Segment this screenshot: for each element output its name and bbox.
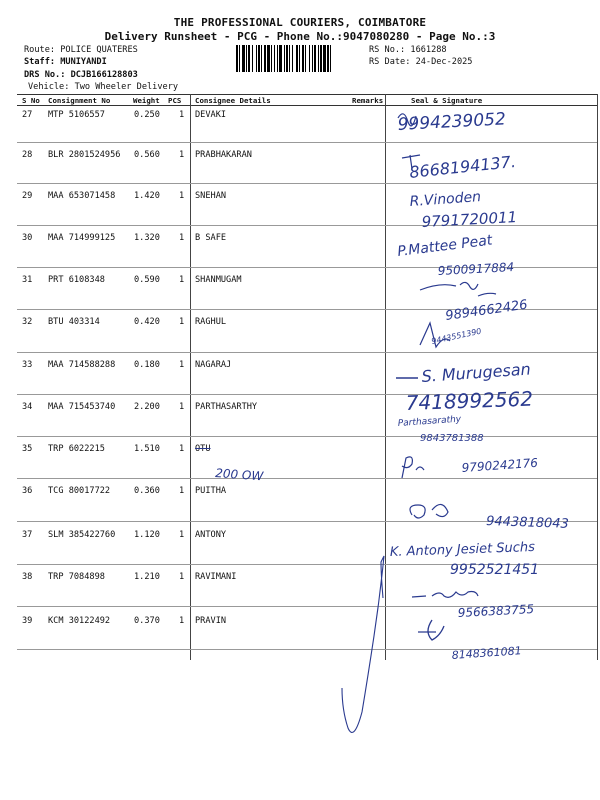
- barcode-bar: [296, 45, 298, 72]
- remarks-column-divider: [385, 94, 386, 660]
- cell-sno: 39: [22, 616, 33, 626]
- cell-consignee: DEVAKI: [195, 110, 227, 120]
- cell-consignee: PRABHAKARAN: [195, 150, 252, 160]
- remark-35: 200 OW: [214, 466, 264, 484]
- cell-consignee: RAVIMANI: [195, 572, 237, 582]
- staff-label: Staff: MUNIYANDI: [24, 57, 107, 67]
- row-divider: [17, 436, 597, 437]
- cell-sno: 33: [22, 360, 33, 370]
- barcode-bar: [239, 45, 240, 72]
- signature-32-phone-2: 9443551390: [430, 326, 483, 346]
- cell-weight: 1.320: [134, 233, 160, 243]
- route-label: Route: POLICE QUATERES: [24, 45, 138, 55]
- cell-sno: 30: [22, 233, 33, 243]
- cell-consignee: SNEHAN: [195, 191, 227, 201]
- signature-32-phone: 9894662426: [444, 297, 529, 324]
- barcode-bar: [330, 45, 331, 72]
- barcode-bar: [261, 45, 262, 72]
- signature-27: 9994239052: [397, 109, 507, 135]
- signature-39-phone: 8148361081: [451, 644, 523, 662]
- cell-sno: 27: [22, 110, 33, 120]
- signature-38-phone: 9566383755: [457, 602, 535, 620]
- barcode-bar: [252, 45, 253, 72]
- cell-consignee: ANTONY: [195, 530, 227, 540]
- cell-sno: 35: [22, 444, 33, 454]
- row-divider: [17, 564, 597, 565]
- table-right-edge: [597, 94, 598, 660]
- col-header-sno: S No: [22, 96, 40, 105]
- row-divider: [17, 649, 597, 650]
- rs-number: RS No.: 1661288: [369, 45, 447, 55]
- company-title: THE PROFESSIONAL COURIERS, COIMBATORE: [173, 16, 427, 29]
- barcode-bar: [309, 45, 310, 72]
- col-header-seal-signature: Seal & Signature: [411, 96, 483, 105]
- signature-37-phone: 9952521451: [450, 562, 540, 578]
- barcode-bar: [264, 45, 266, 72]
- cell-consignment-no: TRP 7084898: [48, 572, 105, 582]
- cell-consignee: PUITHA: [195, 486, 227, 496]
- cell-consignment-no: TCG 80017722: [48, 486, 111, 496]
- vehicle-label: Vehicle: Two Wheeler Delivery: [28, 82, 179, 92]
- cell-consignment-no: BTU 403314: [48, 317, 100, 327]
- cell-sno: 37: [22, 530, 33, 540]
- cell-consignment-no: MAA 714588288: [48, 360, 116, 370]
- col-header-remarks: Remarks: [352, 96, 384, 105]
- cell-pcs: 1: [179, 572, 185, 582]
- col-header-consignee: Consignee Details: [195, 96, 271, 105]
- barcode-bar: [302, 45, 304, 72]
- col-header-consignment: Consignment No: [48, 96, 111, 105]
- barcode-bar: [271, 45, 272, 72]
- row-divider: [17, 142, 597, 143]
- signature-34-phone: 7418992562: [405, 386, 534, 415]
- barcode-bar: [267, 45, 270, 72]
- row-divider: [17, 225, 597, 226]
- runsheet-subtitle: Delivery Runsheet - PCG - Phone No.:9047080280 - Page No.:3: [104, 30, 496, 43]
- row-divider: [17, 309, 597, 310]
- cell-weight: 1.210: [134, 572, 160, 582]
- cell-sno: 36: [22, 486, 33, 496]
- cell-consignee: OTU: [195, 444, 211, 454]
- cell-consignee: NAGARAJ: [195, 360, 232, 370]
- cell-consignment-no: SLM 385422760: [48, 530, 116, 540]
- cell-weight: 2.200: [134, 402, 160, 412]
- cell-sno: 29: [22, 191, 33, 201]
- cell-sno: 38: [22, 572, 33, 582]
- row-divider: [17, 352, 597, 353]
- cell-weight: 0.560: [134, 150, 160, 160]
- barcode-bar: [258, 45, 260, 72]
- cell-consignee: B SAFE: [195, 233, 227, 243]
- cell-pcs: 1: [179, 275, 185, 285]
- row-divider: [17, 394, 597, 395]
- cell-sno: 32: [22, 317, 33, 327]
- signature-35-phone: 9790242176: [461, 455, 539, 475]
- cell-sno: 28: [22, 150, 33, 160]
- signature-34-name: Parthasarathy: [397, 414, 462, 429]
- barcode-bar: [274, 45, 275, 72]
- col-header-weight: Weight: [133, 96, 160, 105]
- barcode-bar: [323, 45, 326, 72]
- cell-weight: 1.510: [134, 444, 160, 454]
- cell-pcs: 1: [179, 486, 185, 496]
- barcode-bar: [284, 45, 285, 72]
- barcode-bar: [277, 45, 278, 72]
- cell-weight: 0.360: [134, 486, 160, 496]
- barcode-bar: [292, 45, 293, 72]
- signature-28: 8668194137.: [408, 151, 517, 182]
- barcode: [236, 45, 362, 72]
- cell-pcs: 1: [179, 616, 185, 626]
- cell-consignment-no: MAA 653071458: [48, 191, 116, 201]
- cell-weight: 0.590: [134, 275, 160, 285]
- barcode-bar: [299, 45, 300, 72]
- signature-33-name: S. Murugesan: [420, 359, 532, 386]
- cell-sno: 34: [22, 402, 33, 412]
- signature-29-name: R.Vinoden: [409, 189, 482, 210]
- cell-consignment-no: KCM 30122492: [48, 616, 111, 626]
- barcode-bar: [320, 45, 322, 72]
- barcode-bar: [314, 45, 316, 72]
- cell-consignee: RAGHUL: [195, 317, 227, 327]
- cell-consignment-no: PRT 6108348: [48, 275, 105, 285]
- signature-29-phone: 9791720011: [421, 208, 518, 231]
- barcode-bar: [256, 45, 257, 72]
- cell-pcs: 1: [179, 110, 185, 120]
- barcode-bar: [286, 45, 288, 72]
- barcode-bar: [318, 45, 319, 72]
- consignee-column-divider: [190, 94, 191, 660]
- cell-consignment-no: BLR 2801524956: [48, 150, 121, 160]
- barcode-bar: [289, 45, 290, 72]
- cell-pcs: 1: [179, 402, 185, 412]
- cell-pcs: 1: [179, 317, 185, 327]
- signature-30-name: P.Mattee Peat: [396, 232, 494, 260]
- cell-consignment-no: MAA 714999125: [48, 233, 116, 243]
- table-header-rule: [17, 105, 597, 106]
- cell-consignee: PARTHASARTHY: [195, 402, 258, 412]
- cell-consignee: SHANMUGAM: [195, 275, 242, 285]
- cell-consignment-no: MTP 5106557: [48, 110, 105, 120]
- cell-weight: 0.180: [134, 360, 160, 370]
- cell-sno: 31: [22, 275, 33, 285]
- signature-36-phone: 9443818043: [485, 514, 570, 532]
- barcode-bar: [248, 45, 250, 72]
- barcode-bar: [236, 45, 238, 72]
- row-divider: [17, 606, 597, 607]
- cell-weight: 0.250: [134, 110, 160, 120]
- cell-weight: 0.370: [134, 616, 160, 626]
- barcode-bar: [246, 45, 247, 72]
- row-divider: [17, 478, 597, 479]
- row-divider: [17, 267, 597, 268]
- table-top-rule: [17, 94, 597, 95]
- signature-34-phone-2: 9843781388: [420, 433, 484, 444]
- cell-pcs: 1: [179, 233, 185, 243]
- rs-date: RS Date: 24-Dec-2025: [369, 57, 473, 67]
- cell-pcs: 1: [179, 150, 185, 160]
- row-divider: [17, 521, 597, 522]
- cell-pcs: 1: [179, 530, 185, 540]
- cell-weight: 1.120: [134, 530, 160, 540]
- barcode-bar: [312, 45, 313, 72]
- cell-pcs: 1: [179, 444, 185, 454]
- barcode-bar: [305, 45, 306, 72]
- drs-number: DRS No.: DCJB166128803: [24, 70, 138, 80]
- cell-pcs: 1: [179, 360, 185, 370]
- cell-weight: 0.420: [134, 317, 160, 327]
- col-header-pcs: PCS: [168, 96, 182, 105]
- cell-pcs: 1: [179, 191, 185, 201]
- cell-weight: 1.420: [134, 191, 160, 201]
- signature-37-name: K. Antony Jesiet Suchs: [389, 539, 536, 560]
- cell-consignment-no: MAA 715453740: [48, 402, 116, 412]
- barcode-bar: [242, 45, 245, 72]
- row-divider: [17, 183, 597, 184]
- cell-consignee: PRAVIN: [195, 616, 227, 626]
- barcode-bar: [279, 45, 282, 72]
- cell-consignment-no: TRP 6022215: [48, 444, 105, 454]
- barcode-bar: [327, 45, 329, 72]
- signature-30-phone: 9500917884: [437, 260, 515, 278]
